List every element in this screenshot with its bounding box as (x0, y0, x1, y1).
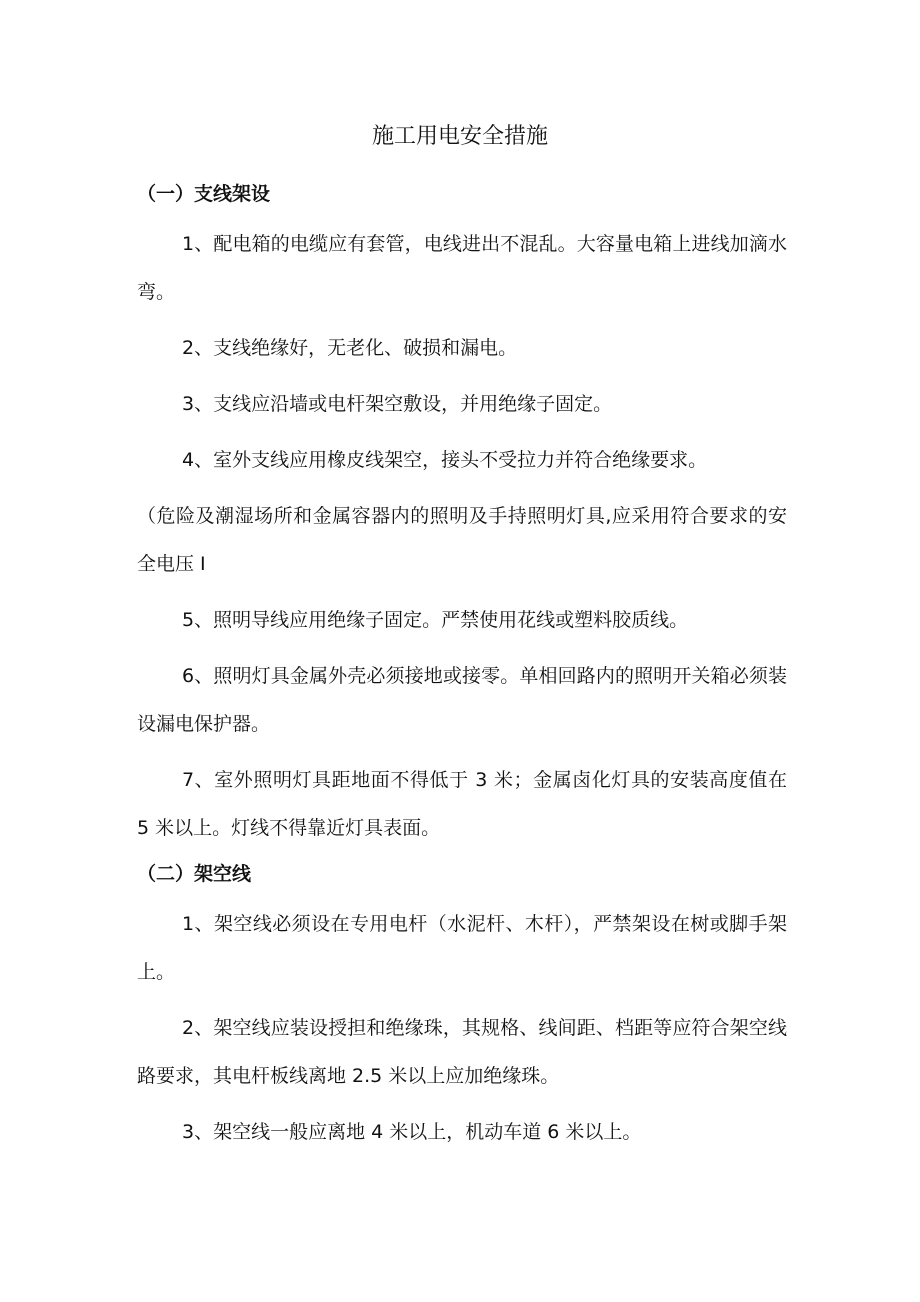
paragraph: 1、架空线必须设在专用电杆（水泥杆、木杆），严禁架设在树或脚手架上。 (137, 913, 787, 983)
paragraph: 3、架空线一般应离地 4 米以上，机动车道 6 米以上。 (182, 1121, 642, 1143)
paragraph: 2、支线绝缘好，无老化、破损和漏电。 (182, 337, 518, 359)
paragraph: 2、架空线应装设授担和绝缘珠，其规格、线间距、档距等应符合架空线路要求，其电杆板线离地 2.5 米以上应加绝缘珠。 (137, 1017, 787, 1087)
section-heading-branch-lines: （一）支线架设 (137, 183, 271, 205)
section-heading-overhead-lines: （二）架空线 (137, 863, 252, 885)
paragraph: 5、照明导线应用绝缘子固定。严禁使用花线或塑料胶质线。 (182, 609, 689, 631)
document-title: 施工用电安全措施 (371, 124, 548, 149)
paragraph: 1、配电箱的电缆应有套管，电线进出不混乱。大容量电箱上进线加滴水弯。 (137, 233, 787, 303)
paragraph-note: （危险及潮湿场所和金属容器内的照明及手持照明灯具,应采用符合要求的安全电压 I (137, 505, 787, 575)
paragraph: 6、照明灯具金属外壳必须接地或接零。单相回路内的照明开关箱必须装设漏电保护器。 (137, 665, 787, 735)
paragraph: 7、室外照明灯具距地面不得低于 3 米；金属卤化灯具的安装高度值在 5 米以上。灯线不得靠近灯具表面。 (137, 769, 787, 839)
paragraph: 4、室外支线应用橡皮线架空，接头不受拉力并符合绝缘要求。 (182, 449, 708, 471)
document-body (137, 174, 787, 1164)
paragraph: 3、支线应沿墙或电杆架空敷设，并用绝缘子固定。 (182, 393, 613, 415)
